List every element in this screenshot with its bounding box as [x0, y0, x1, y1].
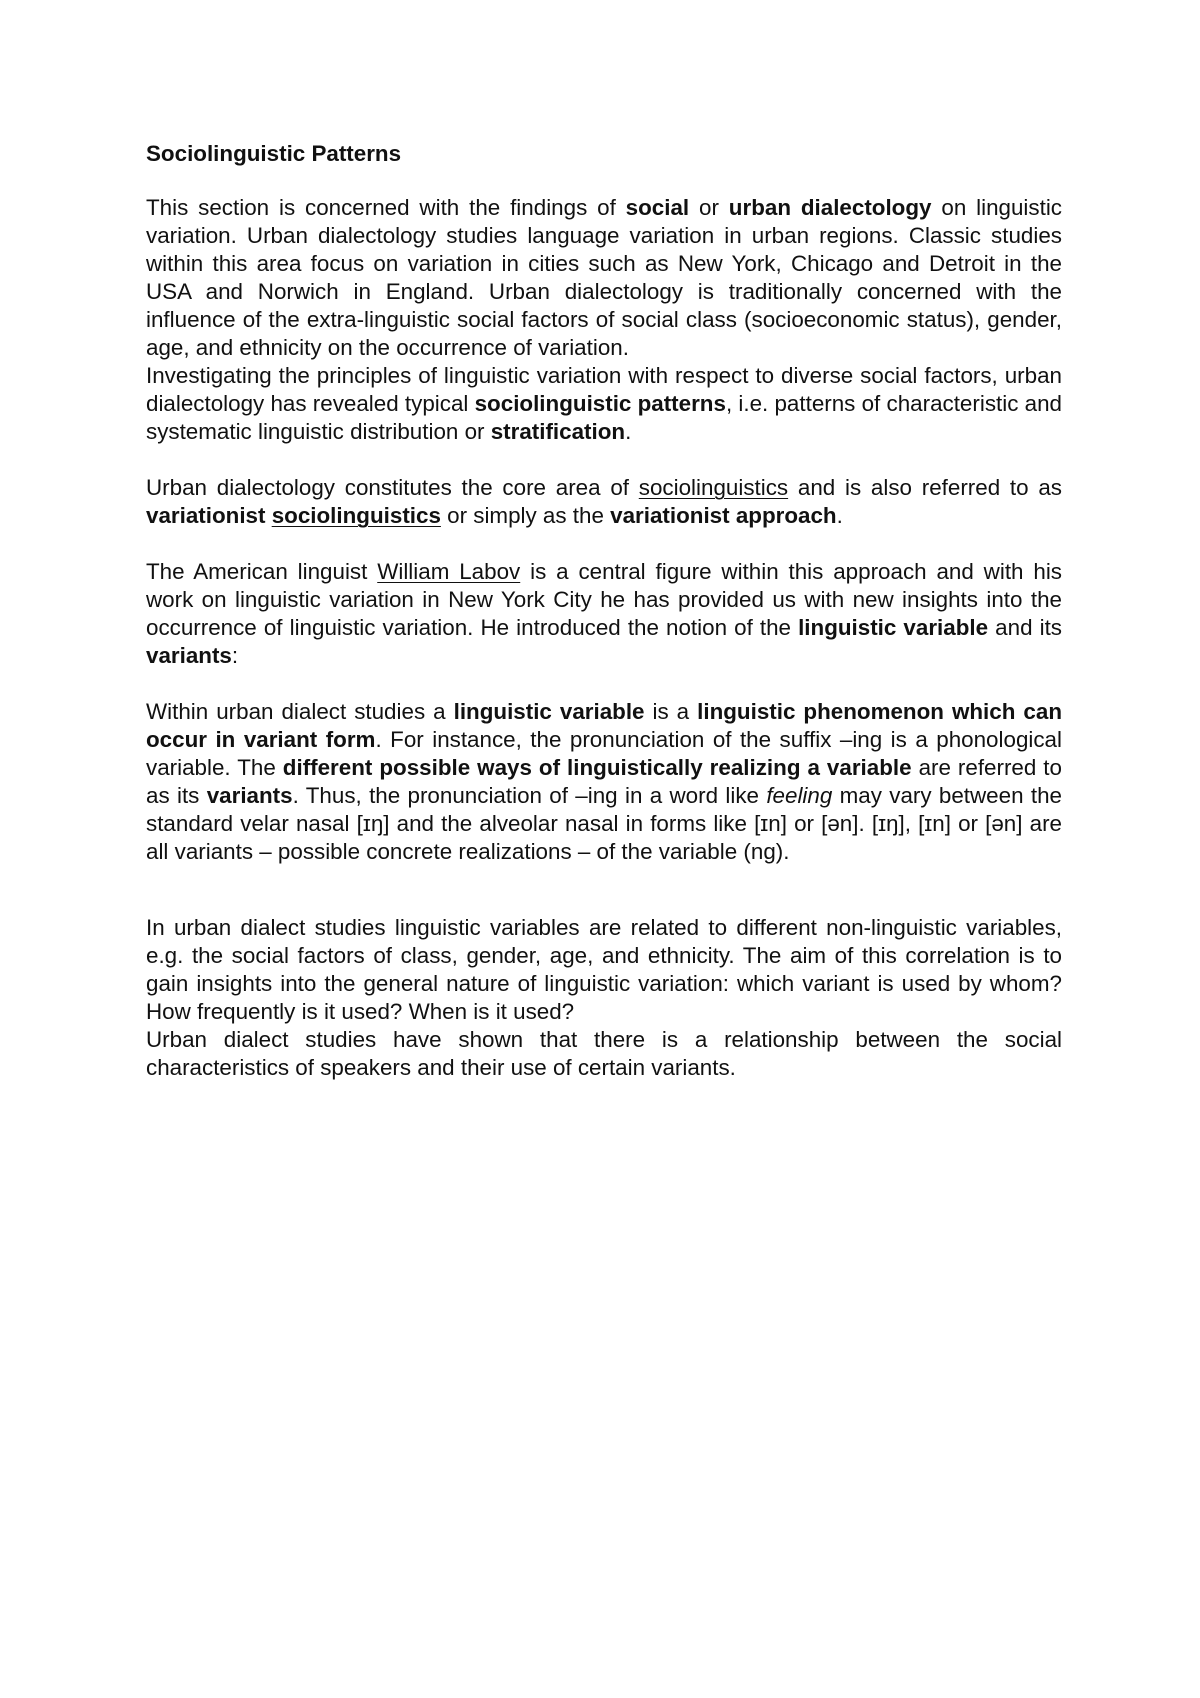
- bold-term: different possible ways of linguistically realizing a variable: [282, 755, 912, 780]
- paragraph-spacer: [146, 866, 1062, 914]
- text-run: is a: [644, 699, 698, 724]
- bold-term: variationist: [146, 503, 272, 528]
- text-run: The American linguist: [146, 559, 378, 584]
- bold-term: urban dialectology: [728, 195, 932, 220]
- text-run: This section is concerned with the findings of: [146, 195, 626, 220]
- bold-term: linguistic variable: [798, 615, 989, 640]
- page-title: Sociolinguistic Patterns: [146, 141, 402, 166]
- paragraph-p3: [146, 474, 1062, 530]
- document-body: [146, 194, 1062, 1082]
- paragraph-p7: [146, 1026, 1062, 1082]
- text-run: is a central figure within this approach and with his work on linguistic variation in New York City he has provided us with new insights into the occurrence of linguistic variation. He introduced the notion of the: [146, 559, 1062, 640]
- text-run: Within urban dialect studies a: [146, 699, 454, 724]
- text-run: may vary between the standard velar nasal [ɪŋ] and the alveolar nasal in forms like [ɪn] or [ən]. [ɪŋ], [ɪn] or [ən] are all variants – possible concrete realizations – of the variable (ng).: [146, 783, 1063, 864]
- text-run: .: [836, 503, 843, 528]
- text-run: Urban dialect studies have shown that there is a relationship between the social characteristics of speakers and their use of certain variants.: [146, 1027, 1062, 1080]
- hyperlink-text[interactable]: sociolinguistics: [271, 503, 441, 528]
- text-run: :: [231, 643, 239, 668]
- bold-term: variationist approach: [610, 503, 837, 528]
- paragraph-spacer: [146, 446, 1062, 474]
- paragraph-spacer: [146, 530, 1062, 558]
- text-run: or: [689, 195, 729, 220]
- hyperlink-text[interactable]: sociolinguistics: [638, 475, 789, 500]
- hyperlink-text[interactable]: William Labov: [377, 559, 521, 584]
- text-run: In urban dialect studies linguistic variables are related to different non-linguistic variables, e.g. the social factors of class, gender, age, and ethnicity. The aim of this correlation is to gain insights into the general nature of linguistic variation: which variant is used by whom? How frequently is it used? When is it used?: [146, 915, 1062, 1024]
- paragraph-spacer: [146, 670, 1062, 698]
- paragraph-p5: [146, 698, 1062, 866]
- text-run: are referred to as its: [146, 755, 1062, 808]
- bold-term: variants: [146, 643, 232, 668]
- text-run: , i.e. patterns of characteristic and systematic linguistic distribution or: [146, 391, 1062, 444]
- text-run: .: [625, 419, 632, 444]
- text-run: and its: [988, 615, 1062, 640]
- bold-term: social: [625, 195, 690, 220]
- bold-term: variants: [206, 783, 293, 808]
- bold-term: sociolinguistic patterns: [474, 391, 726, 416]
- paragraph-p2: [146, 362, 1062, 446]
- bold-term: stratification: [490, 419, 626, 444]
- document-page: [146, 140, 1062, 1082]
- bold-term: linguistic phenomenon which can occur in variant form: [146, 699, 1062, 752]
- italic-term: feeling: [766, 783, 833, 808]
- text-run: and is also referred to as: [788, 475, 1062, 500]
- paragraph-p1: [146, 194, 1062, 362]
- text-run: or simply as the: [440, 503, 611, 528]
- text-run: . For instance, the pronunciation of the suffix –ing is a phonological variable. The: [146, 727, 1062, 780]
- text-run: on linguistic variation. Urban dialectology studies language variation in urban regions. Classic studies within this area focus on variation in cities such as New York, Chicago and Detroit in the USA and Norwich in England. Urban dialectology is traditionally concerned with the influence of the extra-linguistic social factors of social class (socioeconomic status), gender, age, and ethnicity on the occurrence of variation.: [146, 195, 1062, 360]
- text-run: Investigating the principles of linguistic variation with respect to diverse social factors, urban dialectology has revealed typical: [146, 363, 1062, 416]
- bold-term: linguistic variable: [453, 699, 645, 724]
- text-run: Urban dialectology constitutes the core area of: [146, 475, 639, 500]
- text-run: . Thus, the pronunciation of –ing in a word like: [292, 783, 767, 808]
- paragraph-p6: [146, 914, 1062, 1026]
- paragraph-p4: [146, 558, 1062, 670]
